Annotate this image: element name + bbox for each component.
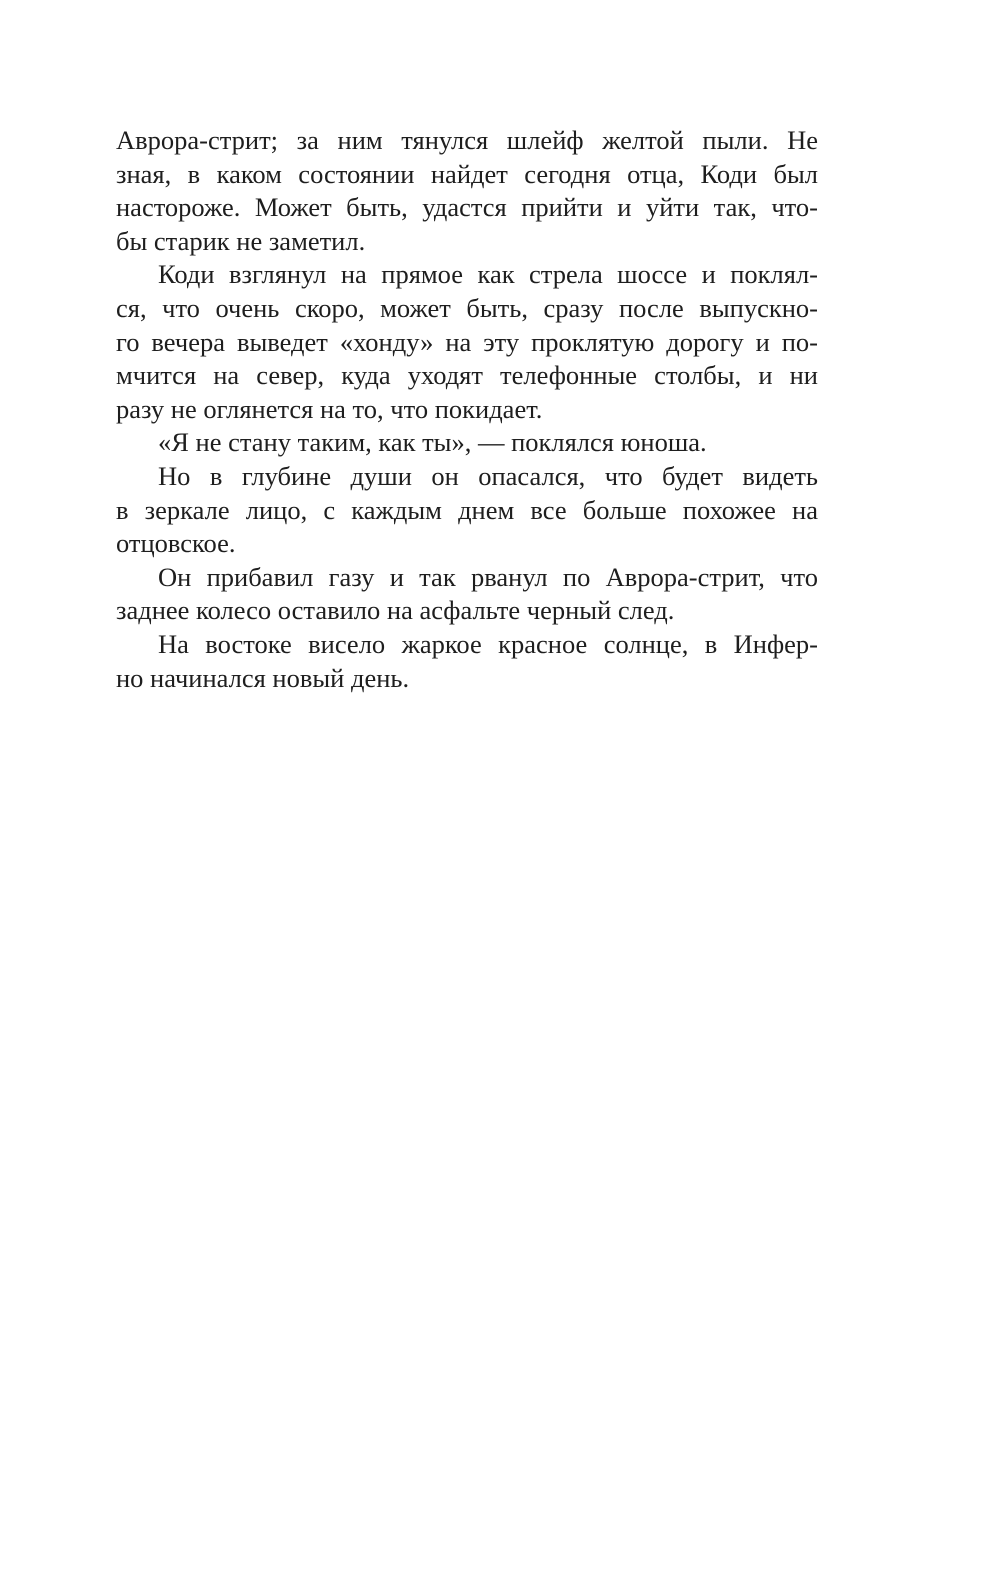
paragraph bbox=[116, 561, 818, 628]
text-line: Коди взглянул на прямое как стрела шоссе и поклял- bbox=[158, 259, 818, 290]
text-line: мчится на север, куда уходят телефонные столбы, и ни bbox=[116, 360, 818, 391]
paragraph bbox=[116, 460, 818, 561]
paragraph bbox=[116, 258, 818, 426]
text-line: зная, в каком состоянии найдет сегодня отца, Коди был bbox=[116, 158, 818, 189]
text-line: Он прибавил газу и так рванул по Аврора-стрит, что bbox=[158, 561, 818, 592]
paragraph bbox=[116, 426, 818, 460]
text-line: «Я не стану таким, как ты», — поклялся юноша. bbox=[158, 427, 707, 458]
body-text bbox=[116, 124, 818, 695]
text-line: Аврора-стрит; за ним тянулся шлейф желтой пыли. Не bbox=[116, 125, 818, 155]
text-line: На востоке висело жаркое красное солнце, в Инфер- bbox=[158, 628, 818, 659]
text-line: го вечера выведет «хонду» на эту проклятую дорогу и по- bbox=[116, 326, 818, 357]
text-line: заднее колесо оставило на асфальте черный след. bbox=[116, 595, 675, 626]
text-line: но начинался новый день. bbox=[116, 662, 410, 693]
text-line: Но в глубине души он опасался, что будет видеть bbox=[158, 460, 818, 491]
text-line: отцовское. bbox=[116, 528, 236, 559]
text-line: в зеркале лицо, с каждым днем все больше похожее на bbox=[116, 494, 818, 525]
paragraph bbox=[116, 124, 818, 258]
paragraph bbox=[116, 628, 818, 695]
text-line: настороже. Может быть, удастся прийти и уйти так, что- bbox=[116, 192, 818, 223]
text-line: ся, что очень скоро, может быть, сразу после выпускно- bbox=[116, 292, 818, 323]
text-line: бы старик не заметил. bbox=[116, 225, 366, 256]
text-line: разу не оглянется на то, что покидает. bbox=[116, 393, 543, 424]
